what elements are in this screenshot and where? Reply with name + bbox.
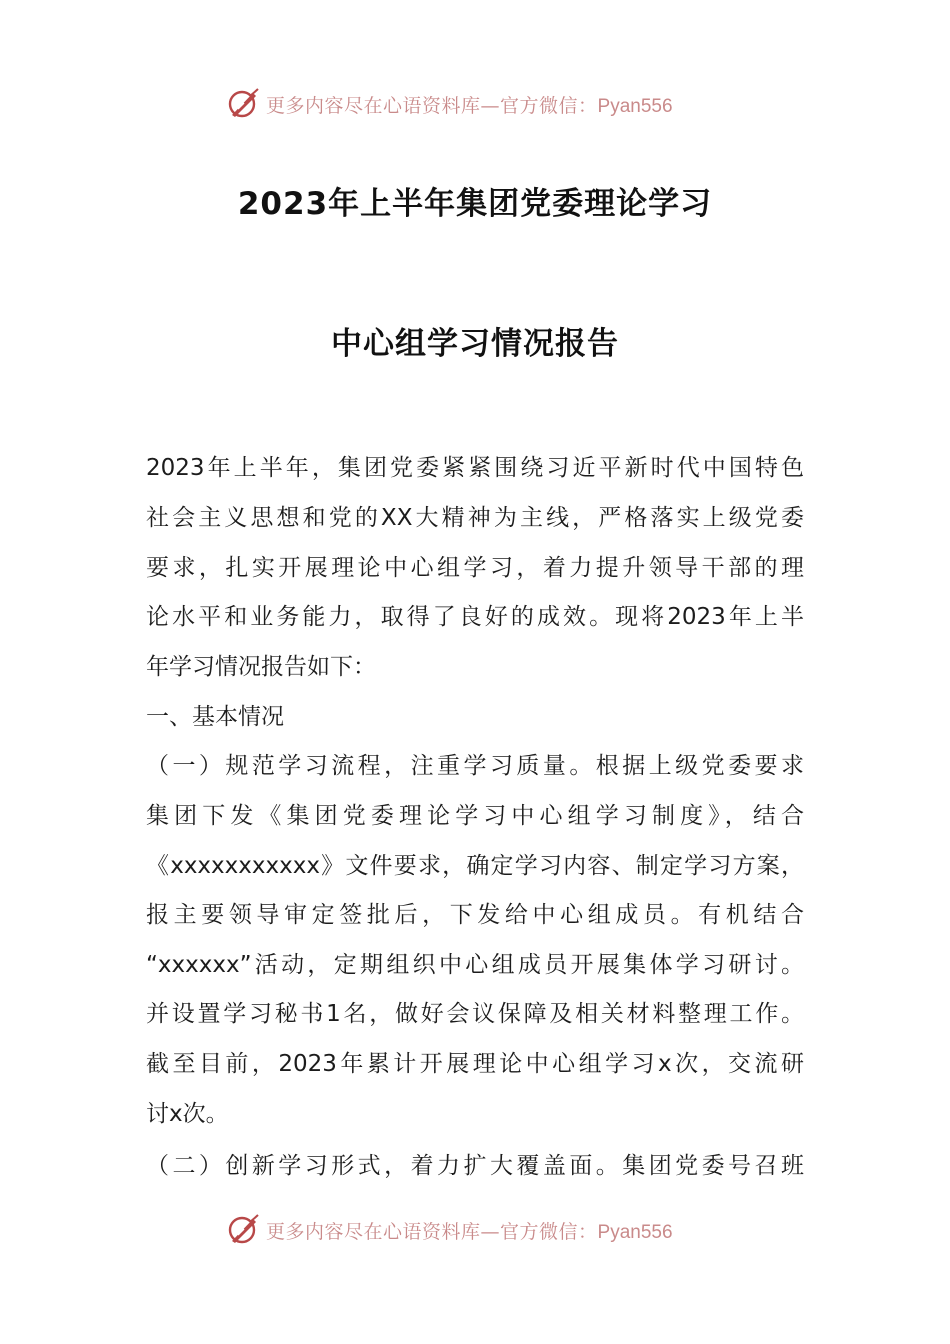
body-line: 报主要领导审定签批后，下发给中心组成员。有机结合 [146, 902, 804, 928]
body-line: 并设置学习秘书1名，做好会议保障及相关材料整理工作。 [146, 1001, 804, 1027]
body-line: 《xxxxxxxxxxx》文件要求，确定学习内容、制定学习方案， [146, 853, 804, 879]
body-line: 年学习情况报告如下： [146, 654, 376, 680]
document-title-line2: 中心组学习情况报告 [331, 326, 619, 362]
body-line: （一）规范学习流程，注重学习质量。根据上级党委要求 [146, 753, 804, 779]
body-line: 截至目前，2023年累计开展理论中心组学习x次，交流研 [146, 1051, 804, 1077]
body-line: 社会主义思想和党的XX大精神为主线，严格落实上级党委 [146, 505, 804, 531]
section-heading: 一、基本情况 [146, 704, 284, 730]
quill-logo-icon [226, 87, 260, 121]
watermark-text [266, 1217, 673, 1244]
body-line: 论水平和业务能力，取得了良好的成效。现将2023年上半 [146, 604, 804, 630]
watermark-header [226, 84, 746, 124]
body-line: 2023年上半年，集团党委紧紧围绕习近平新时代中国特色 [146, 455, 804, 481]
watermark-footer [226, 1210, 746, 1250]
watermark-text [266, 91, 673, 118]
watermark-label: 更多内容尽在心语资料库—官方微信： [266, 1220, 598, 1243]
body-line: 要求，扎实开展理论中心组学习，着力提升领导干部的理 [146, 555, 804, 581]
body-line: （二）创新学习形式，着力扩大覆盖面。集团党委号召班 [146, 1153, 804, 1179]
body-line: 集团下发《集团党委理论学习中心组学习制度》，结合 [146, 803, 804, 829]
body-line: 讨x次。 [146, 1101, 229, 1127]
watermark-label: 更多内容尽在心语资料库—官方微信： [266, 94, 598, 117]
watermark-wechat-id: Pyan556 [597, 1221, 673, 1243]
quill-logo-icon [226, 1213, 260, 1247]
document-title-line1: 2023年上半年集团党委理论学习 [237, 186, 713, 222]
body-line: “xxxxxx”活动，定期组织中心组成员开展集体学习研讨。 [146, 952, 804, 978]
watermark-wechat-id: Pyan556 [597, 95, 673, 117]
